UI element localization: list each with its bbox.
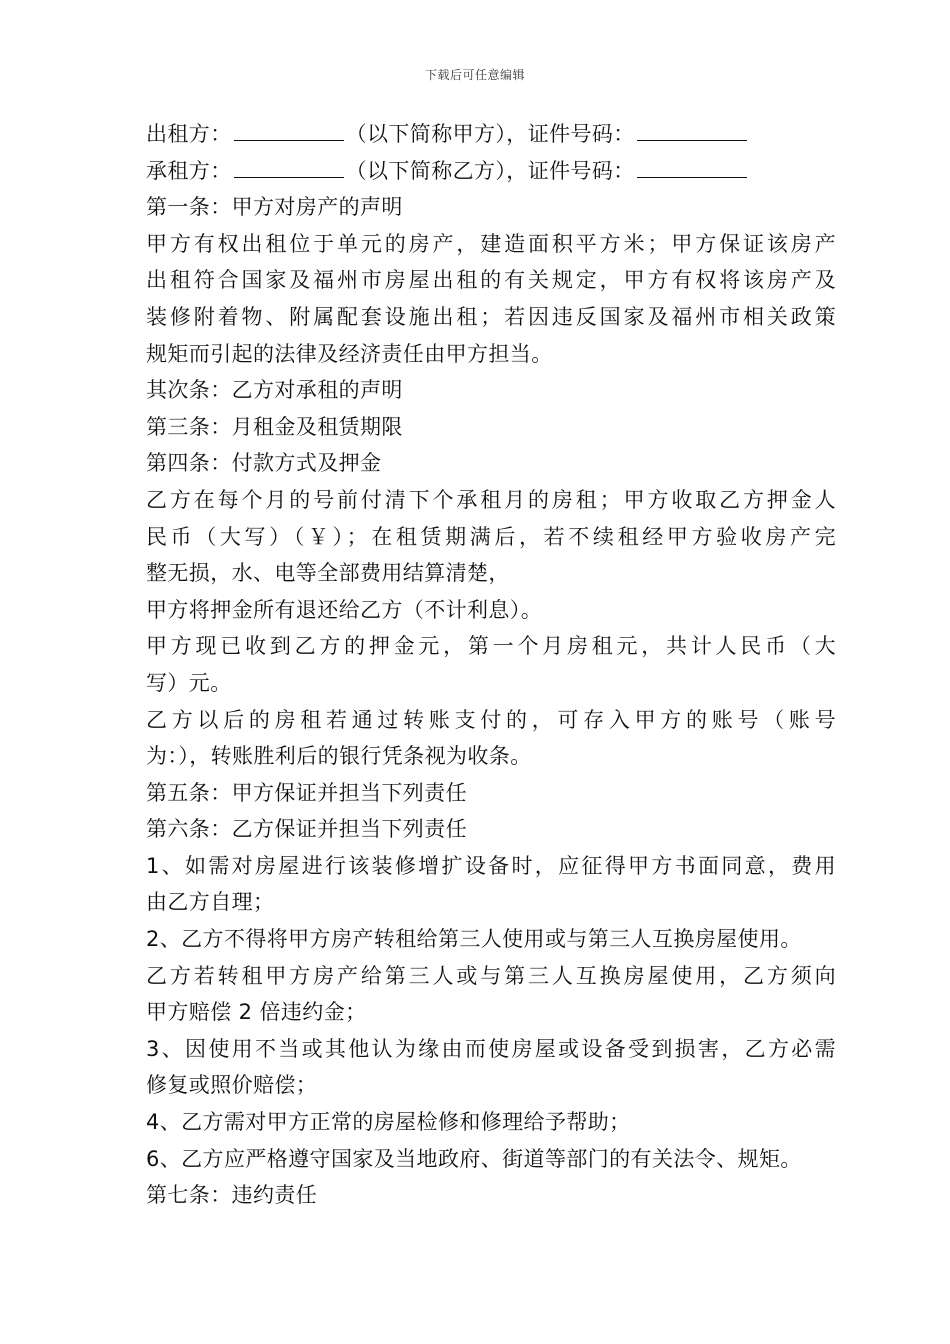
- list-item-line: 甲方赔偿 2 倍违约金；: [146, 1000, 367, 1025]
- clause-heading: 第一条：甲方对房产的声明: [146, 195, 403, 220]
- lessee-line: [146, 153, 836, 190]
- lessor-id-blank: [637, 122, 747, 141]
- clause-heading: 第七条：违约责任: [146, 1183, 318, 1208]
- lessor-suffix: （以下简称甲方），证件号码：: [345, 122, 635, 146]
- list-item-line: 修复或照价赔偿；: [146, 1073, 318, 1098]
- paragraph-line: 为：），转账胜利后的银行凭条视为收条。: [146, 744, 532, 769]
- list-item-line: 2、乙方不得将甲方房产转租给第三人使用或与第三人互换房屋使用。: [146, 927, 802, 952]
- paragraph-line: 写）元。: [146, 670, 232, 695]
- lessor-label: 出租方：: [146, 122, 232, 146]
- paragraph-line: 乙方在每个月的号前付清下个承租月的房租；甲方收取乙方押金人: [146, 487, 836, 512]
- list-item-line: 4、乙方需对甲方正常的房屋检修和修理给予帮助；: [146, 1110, 631, 1135]
- paragraph-line: 装修附着物、附属配套设施出租；若因违反国家及福州市相关政策: [146, 304, 836, 329]
- paragraph-line: 整无损，水、电等全部费用结算清楚，: [146, 561, 510, 586]
- lessor-name-blank: [234, 122, 344, 141]
- paragraph-line: 乙方以后的房租若通过转账支付的，可存入甲方的账号（账号: [146, 707, 836, 732]
- list-item-line: 乙方若转租甲方房产给第三人或与第三人互换房屋使用，乙方须向: [146, 963, 836, 988]
- clause-heading: 第六条：乙方保证并担当下列责任: [146, 817, 467, 842]
- list-item-line: 1、如需对房屋进行该装修增扩设备时，应征得甲方书面同意，费用: [146, 853, 836, 878]
- clause-heading: 第三条：月租金及租赁期限: [146, 414, 403, 439]
- list-item-line: 3、因使用不当或其他认为缘由而使房屋或设备受到损害，乙方必需: [146, 1036, 836, 1061]
- contract-body: [146, 116, 836, 1214]
- lessor-line: [146, 116, 836, 153]
- page-header-note: 下载后可任意编辑: [424, 68, 525, 82]
- paragraph-line: 出租符合国家及福州市房屋出租的有关规定，甲方有权将该房产及: [146, 268, 836, 293]
- paragraph-line: 民币（大写）（￥）；在租赁期满后，若不续租经甲方验收房产完: [146, 524, 836, 549]
- list-item-line: 6、乙方应严格遵守国家及当地政府、街道等部门的有关法令、规矩。: [146, 1146, 802, 1171]
- clause-heading: 第四条：付款方式及押金: [146, 451, 382, 476]
- paragraph-line: 甲方有权出租位于单元的房产，建造面积平方米；甲方保证该房产: [146, 231, 836, 256]
- lessee-suffix: （以下简称乙方），证件号码：: [345, 158, 635, 183]
- paragraph-line: 规矩而引起的法律及经济责任由甲方担当。: [146, 341, 553, 366]
- lessee-name-blank: [234, 159, 344, 178]
- paragraph-line: 甲方将押金所有退还给乙方（不计利息）。: [146, 597, 543, 622]
- paragraph-line: 甲方现已收到乙方的押金元，第一个月房租元，共计人民币（大: [146, 634, 836, 659]
- lessee-label: 承租方：: [146, 158, 232, 183]
- clause-heading: 其次条：乙方对承租的声明: [146, 378, 403, 403]
- list-item-line: 由乙方自理；: [146, 890, 275, 915]
- lessee-id-blank: [637, 159, 747, 178]
- clause-heading: 第五条：甲方保证并担当下列责任: [146, 780, 467, 805]
